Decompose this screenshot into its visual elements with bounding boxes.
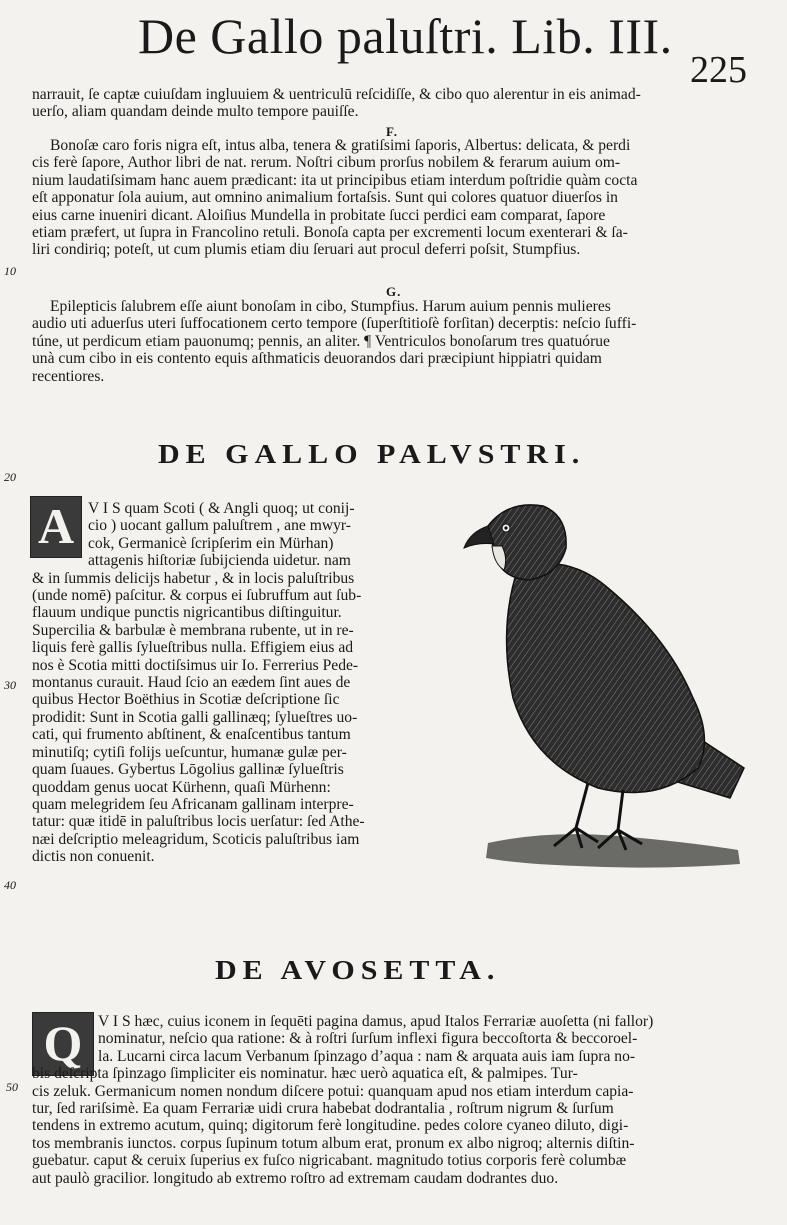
text-line: tendens in extremo acutum, quinq; digitorum ferè longitudine. pedes colore cyaneo diluto, digi- <box>32 1117 629 1135</box>
text-line: V I S hæc, cuius iconem in ſequēti pagina damus, apud Italos Ferrariæ auoſetta (ni fallor) <box>98 1013 654 1030</box>
text-line: recentiores. <box>32 367 105 385</box>
text-line: cio ) uocant gallum paluſtrem , ane mwyr- <box>88 517 351 535</box>
initial-letter-q-glyph: Q <box>43 1015 83 1071</box>
margin-number-40: 40 <box>4 878 16 892</box>
text-line: dictis non conuenit. <box>32 848 155 866</box>
margin-number-50: 50 <box>6 1080 18 1094</box>
text-line: (unde nomē) paſcitur. & corpus ei ſubruffum aut ſub- <box>32 587 362 605</box>
text-line: Epilepticis ſalubrem eſſe aiunt bonoſam in cibo, Stumpfius. Harum auium pennis mulieres <box>50 298 611 315</box>
text-line: cis zeluk. Germanicum nomen nondum diſcere potui: quanquam apud nos etiam interdum capia- <box>32 1082 634 1100</box>
text-line: unà cum cibo in eis contento equis aſthmaticis deuorandos dari præcipiunt hippiatri quidam <box>32 350 602 368</box>
text-line: la. Lucarni circa lacum Verbanum ſpinzago d’aqua : nam & arquata auis iam ſupra no- <box>98 1047 636 1065</box>
section-g-paragraph <box>32 298 758 385</box>
heading-de-avosetta: DE AVOSETTA. <box>215 955 501 986</box>
margin-number-10: 10 <box>4 264 16 278</box>
text-line: flauum undique punctis nigricantibus diſtinguitur. <box>32 604 342 622</box>
text-line: eſt apponatur ſola auium, aut omnino animalium fortaſsis. Sunt qui colores quatuor diuerſos in <box>32 189 618 207</box>
gallo-palustri-paragraph <box>32 500 437 866</box>
text-line: aut paulò gracilior. longitudo ab extremo roſtro ad extremam caudam dodrantes duo. <box>32 1169 559 1187</box>
text-line: cok, Germanicè ſcripſerim ein Mürhan) <box>88 534 334 552</box>
woodcut-moorcock-illustration <box>458 498 753 883</box>
section-letter-f: F. <box>386 124 398 139</box>
text-line: tur, ſed rariſsimè. Ea quam Ferrariæ uidi crura habebat dodrantalia , roſtrum nigrum & ſurſum <box>32 1100 614 1118</box>
section-f-paragraph <box>32 137 758 259</box>
text-line: nos è Scotia mitti doctiſsimus uir Io. Ferrerius Pede- <box>32 656 359 674</box>
section-letter-g: G. <box>386 284 402 299</box>
text-line: quoddam genus uocat Kürhenn, quaſi Mürhenn: <box>32 778 331 796</box>
text-line: & in ſummis delicijs habetur , & in locis paluſtribus <box>32 569 355 587</box>
text-line: Bonoſæ caro foris nigra eſt, intus alba, tenera & gratiſsimi ſaporis, Albertus: delicata, & perdi <box>50 137 631 154</box>
intro-paragraph <box>32 86 758 121</box>
text-line: nium laudatiſsimam hanc auem prædicant: ita ut principibus etiam interdum poſtridie quàm cocta <box>32 171 638 189</box>
text-line: quam ſuaues. Gybertus Lōgolius gallinæ ſylueſtris <box>32 761 344 779</box>
text-line: uerſo, aliam quandam deinde multo tempore pauiſſe. <box>32 103 359 121</box>
text-line: attagenis hiſtoriæ ſubijcienda uidetur. nam <box>88 552 351 570</box>
text-line: guebatur. caput & ceruix ſuperius ex fuſco nigricabant. magnitudo totius corporis ferè columbæ <box>32 1152 627 1170</box>
text-line: nominatur, neſcio qua ratione: & à roſtri ſurſum inflexi figura beccoſtorta & beccoroel- <box>98 1030 638 1048</box>
text-line: cati, qui frumento abſtinent, & enaſcentibus tantum <box>32 726 351 744</box>
text-line: quam melegridem ſeu Africanam gallinam interpre- <box>32 795 354 813</box>
margin-number-20: 20 <box>4 470 16 484</box>
text-line: liquis ferè gallis ſylueſtribus nulla. Effigiem eius ad <box>32 639 354 657</box>
text-line: eius carne inueniri dicant. Aloiſius Mundella in probitate ſucci perdici eam comparat, ſapore <box>32 206 606 224</box>
text-line: Supercilia & barbulæ è membrana rubente, ut in re- <box>32 621 354 639</box>
text-line: liri condiriq; poteſt, ut cum plumis etiam diu ſeruari aut procul deferri poſsit, Stumpfius. <box>32 241 581 259</box>
text-line: bis deſcripta ſpinzago ſimpliciter eis nominatur. hæc uerò aquatica eſt, & palmipes. Tur- <box>32 1065 578 1083</box>
text-line: minutiſq; cytiſi folijs ueſcuntur, humanæ gulæ per- <box>32 743 347 761</box>
text-line: tatur: quæ itidē in paluſtribus locis uerſatur: ſed Athe- <box>32 813 365 831</box>
running-head: De Gallo paluſtri. Lib. III. <box>138 8 673 64</box>
text-line: cis ferè ſapore, Author libri de nat. rerum. Noſtri cibum prorſus nobilem & ferarum auium om- <box>32 154 621 172</box>
text-line: montanus curauit. Haud ſcio an eædem ſint aues de <box>32 674 351 692</box>
text-line: quibus Hector Boëthius in Scotiæ deſcriptione ſic <box>32 691 340 709</box>
text-line: etiam præfert, ut ſupra in Francolino retuli. Bonoſa capta per excrementi locum exenterari & ſa- <box>32 224 628 242</box>
text-line: prodidit: Sunt in Scotia galli gallinæq; ſylueſtres uo- <box>32 708 358 726</box>
margin-number-30: 30 <box>4 678 16 692</box>
initial-letter-a-glyph: A <box>37 498 75 554</box>
heading-de-gallo-palustri: DE GALLO PALVSTRI. <box>158 439 586 470</box>
text-line: túne, ut perdicum etiam pauonumq; pennis, an aliter. ¶ Ventriculos bonoſarum tres quatuórue <box>32 332 610 350</box>
page-number: 225 <box>690 49 747 91</box>
text-line: tos membranis iunctos. corpus ſupinum totum album erat, pronum ex albo nigroq; alternis diſtin- <box>32 1134 635 1152</box>
text-line: audio uti aduerſus uteri ſuffocationem certo tempore (ſuperſtitioſè forſitan) decerptis: neſcio ſuffi- <box>32 315 637 333</box>
text-line: narrauit, ſe captæ cuiuſdam ingluuiem & uentriculū reſcidiſſe, & cibo quo alerentur in eis animad- <box>32 86 641 103</box>
text-line: V I S quam Scoti ( & Angli quoq; ut conij- <box>88 500 355 517</box>
text-line: næi deſcriptio meleagridum, Scoticis paluſtribus iam <box>32 830 360 848</box>
avosetta-paragraph <box>32 1013 770 1187</box>
